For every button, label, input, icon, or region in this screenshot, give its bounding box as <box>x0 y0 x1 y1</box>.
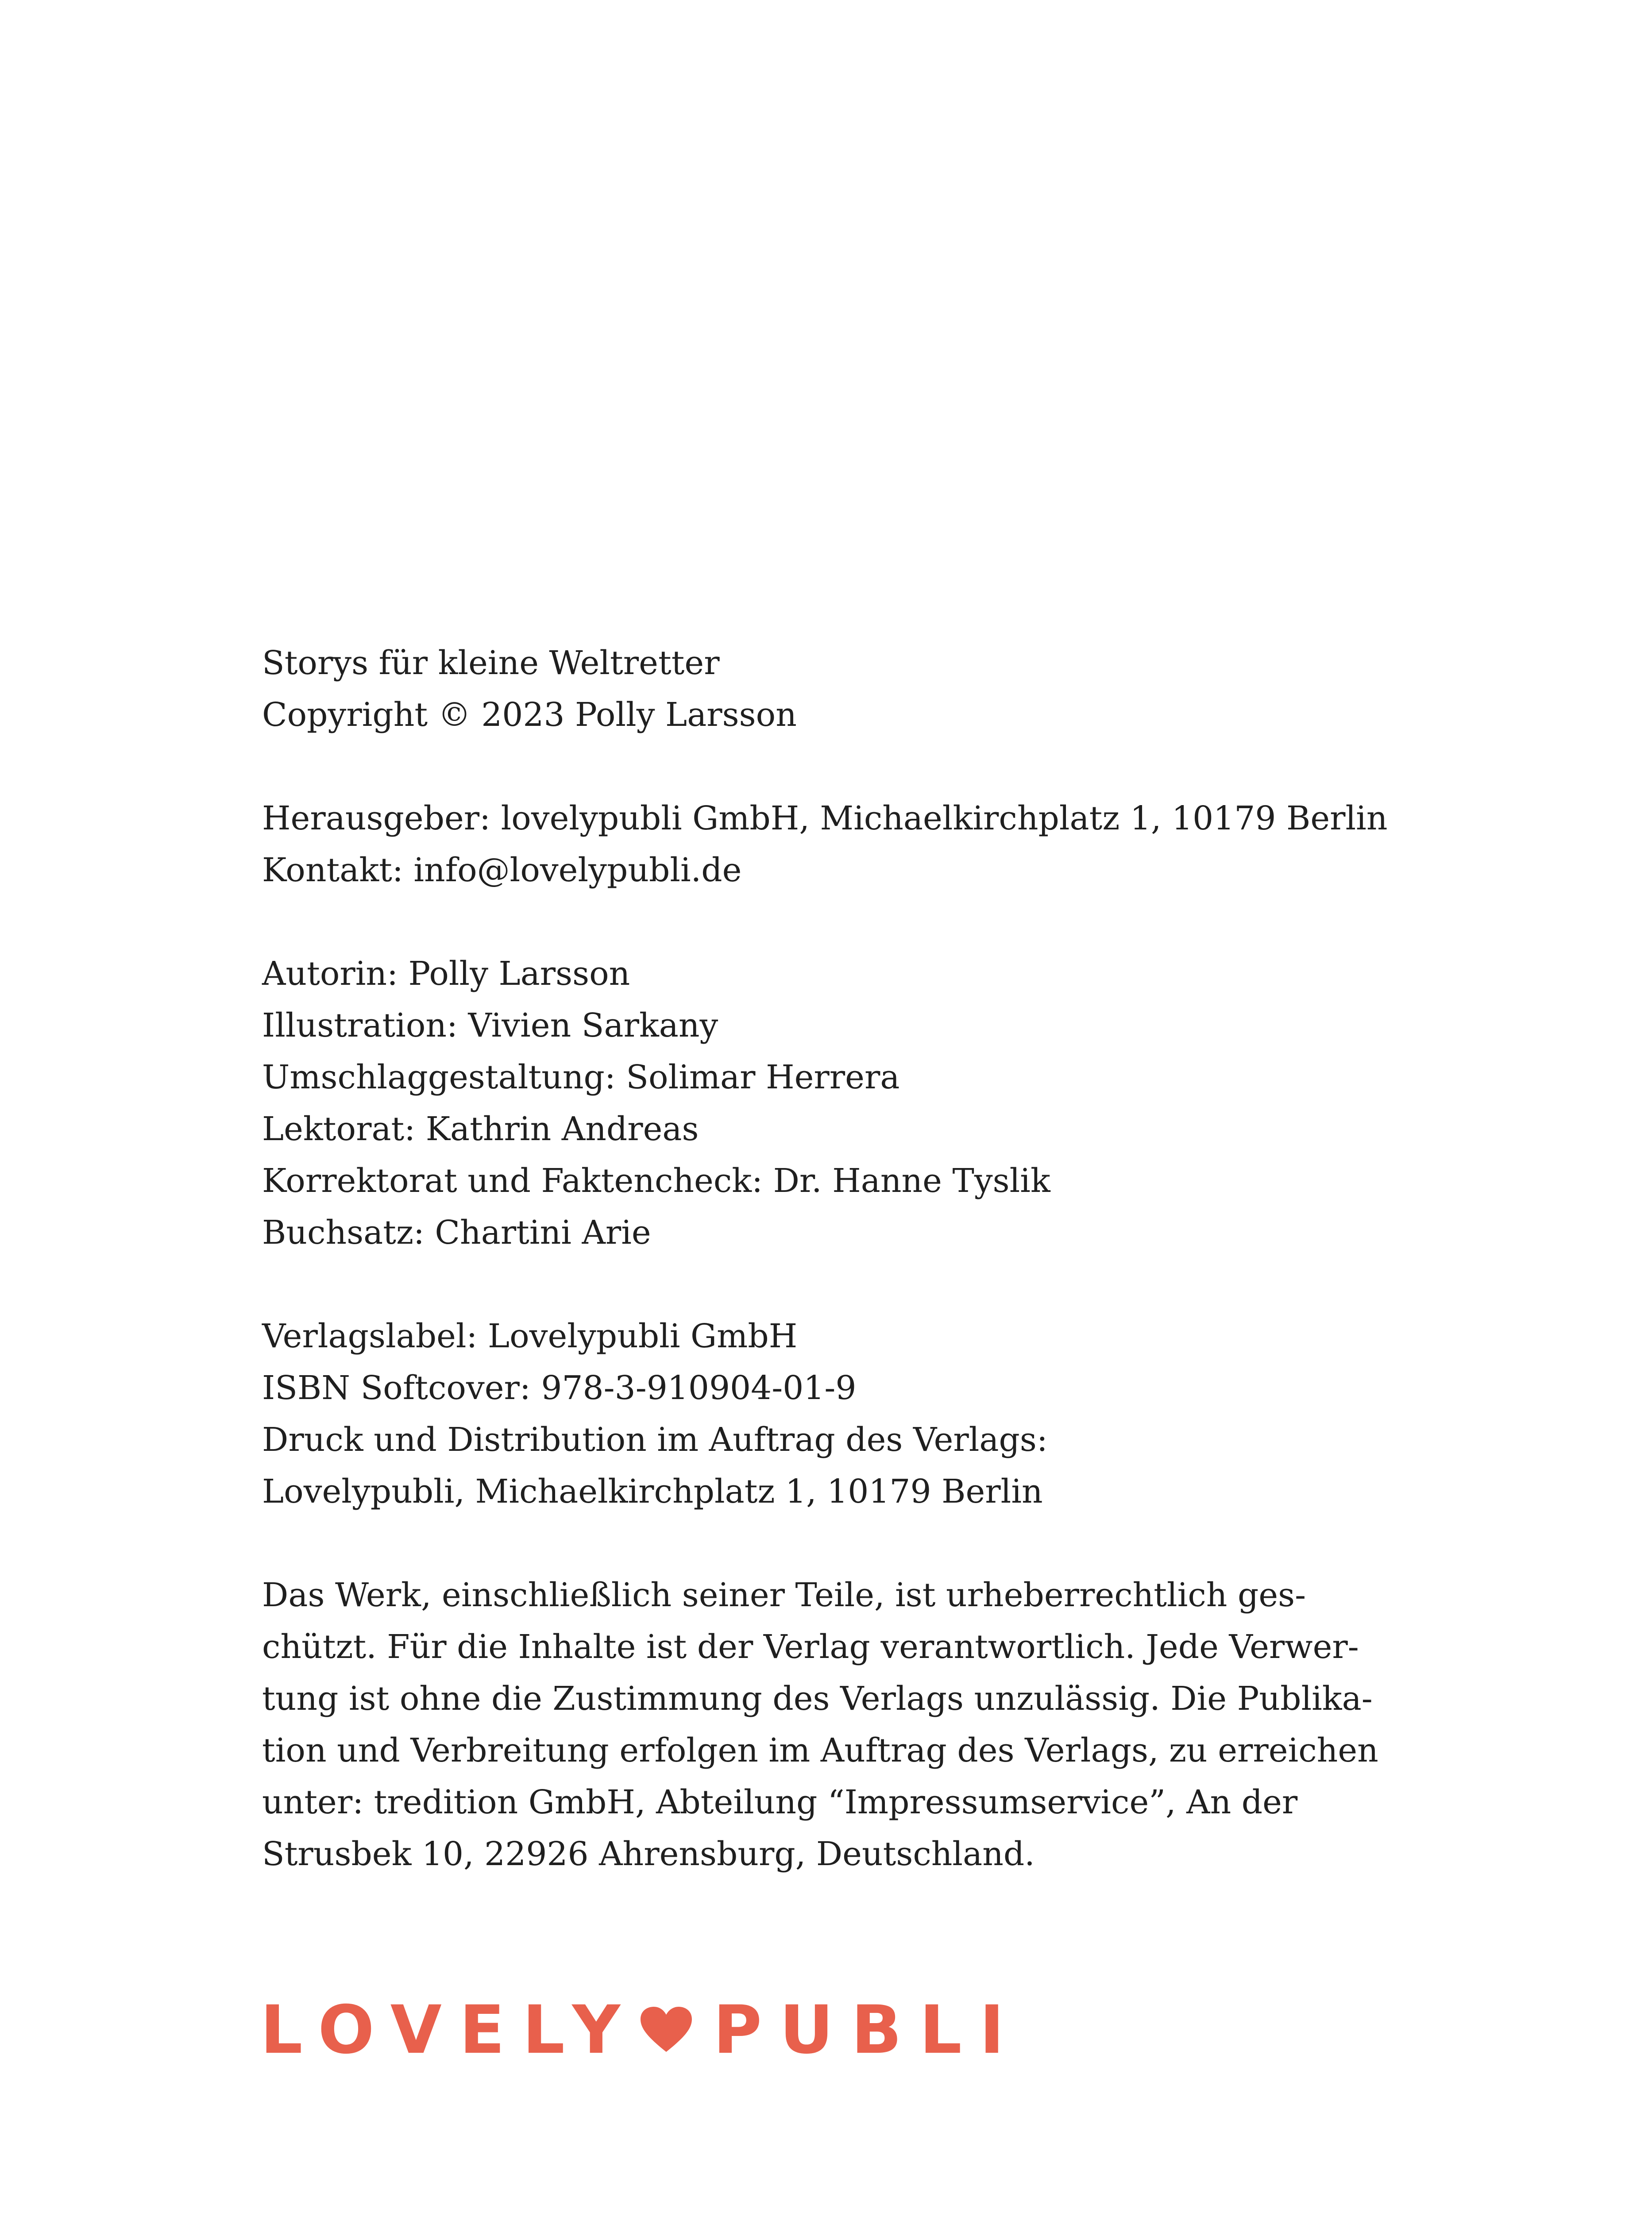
publisher-block <box>262 793 1395 896</box>
copyright-line: Copyright © 2023 Polly Larsson <box>262 696 797 734</box>
illustration-credit: Illustration: Vivien Sarkany <box>262 1006 718 1045</box>
publisher-line: Herausgeber: lovelypubli GmbH, Michaelkirchplatz 1, 10179 Berlin <box>262 799 1388 837</box>
legal-line: Das Werk, einschließlich seiner Teile, ist urheberrechtlich ges- <box>262 1576 1306 1614</box>
heart-icon <box>640 2006 693 2055</box>
logo-word-publi: PUBLI <box>713 1992 1022 2069</box>
proofreading-credit: Korrektorat und Faktencheck: Dr. Hanne Tyslik <box>262 1162 1050 1200</box>
label-block <box>262 1311 1395 1518</box>
legal-line: chützt. Für die Inhalte ist der Verlag verantwortlich. Jede Verwer- <box>262 1628 1359 1666</box>
publishing-label: Verlagslabel: Lovelypubli GmbH <box>262 1317 798 1355</box>
distribution-address: Lovelypubli, Michaelkirchplatz 1, 10179 Berlin <box>262 1473 1043 1511</box>
legal-line: unter: tredition GmbH, Abteilung “Impressumservice”, An der <box>262 1783 1298 1821</box>
isbn-line: ISBN Softcover: 978-3-910904-01-9 <box>262 1369 857 1407</box>
editing-credit: Lektorat: Kathrin Andreas <box>262 1110 699 1148</box>
title-block <box>262 637 1395 741</box>
imprint-page <box>262 637 1395 1932</box>
book-title: Storys für kleine Weltretter <box>262 644 720 682</box>
logo-word-lovely: LOVELY <box>260 1992 638 2069</box>
legal-line: tung ist ohne die Zustimmung des Verlags unzulässig. Die Publika- <box>262 1680 1373 1718</box>
cover-design-credit: Umschlaggestaltung: Solimar Herrera <box>262 1058 900 1096</box>
distribution-line: Druck und Distribution im Auftrag des Verlags: <box>262 1421 1048 1459</box>
legal-line: tion und Verbreitung erfolgen im Auftrag des Verlags, zu erreichen <box>262 1731 1378 1770</box>
author-credit: Autorin: Polly Larsson <box>262 955 630 993</box>
legal-line: Strusbek 10, 22926 Ahrensburg, Deutschland. <box>262 1835 1035 1873</box>
legal-notice <box>262 1569 1395 1880</box>
publisher-logo <box>260 1992 1022 2069</box>
contact-line: Kontakt: info@lovelypubli.de <box>262 851 742 889</box>
typesetting-credit: Buchsatz: Chartini Arie <box>262 1214 651 1252</box>
credits-block <box>262 948 1395 1259</box>
